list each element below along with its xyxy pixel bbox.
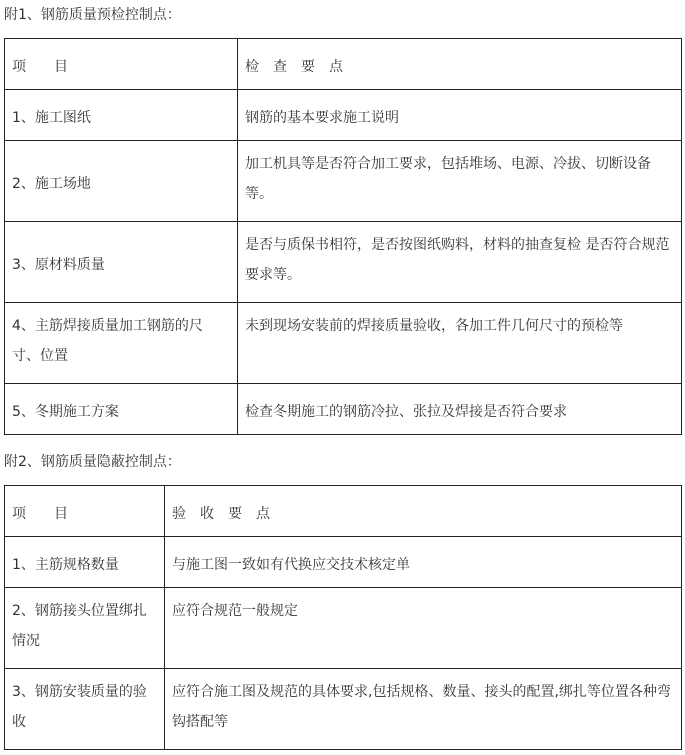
section-2-caption: 附2、钢筋质量隐蔽控制点： — [4, 454, 181, 470]
header-points-label: 检 查 要 点 — [245, 59, 343, 75]
points-cell: 钢筋的基本要求施工说明 — [238, 90, 682, 141]
points-cell: 与施工图一致如有代换应交技术核定单 — [165, 537, 682, 588]
item-cell: 3、原材料质量 — [5, 222, 238, 303]
header-item-cell — [5, 39, 238, 90]
header-points-cell — [165, 486, 682, 537]
item-cell: 3、钢筋安装质量的验收 — [5, 669, 165, 750]
table-row — [5, 669, 682, 750]
points-cell: 加工机具等是否符合加工要求，包括堆场、电源、冷拔、切断设备等。 — [238, 141, 682, 222]
table-row — [5, 384, 682, 435]
item-cell: 2、钢筋接头位置绑扎情况 — [5, 588, 165, 669]
table-header-row — [5, 39, 682, 90]
item-cell: 1、主筋规格数量 — [5, 537, 165, 588]
table-row — [5, 90, 682, 141]
points-cell: 检查冬期施工的钢筋冷拉、张拉及焊接是否符合要求 — [238, 384, 682, 435]
table-row — [5, 537, 682, 588]
table-row — [5, 588, 682, 669]
header-item-label: 项 目 — [12, 506, 68, 522]
item-cell: 1、施工图纸 — [5, 90, 238, 141]
header-points-label: 验 收 要 点 — [172, 506, 270, 522]
header-points-cell — [238, 39, 682, 90]
header-item-label: 项 目 — [12, 59, 68, 75]
points-cell: 应符合施工图及规范的具体要求,包括规格、数量、接头的配置,绑扎等位置各种弯钩搭配等 — [165, 669, 682, 750]
table-header-row — [5, 486, 682, 537]
item-cell: 2、施工场地 — [5, 141, 238, 222]
item-cell: 5、冬期施工方案 — [5, 384, 238, 435]
item-cell: 4、主筋焊接质量加工钢筋的尺寸、位置 — [5, 303, 238, 384]
points-cell: 未到现场安装前的焊接质量验收，各加工件几何尺寸的预检等 — [238, 303, 682, 384]
concealed-control-table — [4, 485, 682, 750]
points-cell: 是否与质保书相符，是否按图纸购料，材料的抽查复检 是否符合规范要求等。 — [238, 222, 682, 303]
table-row — [5, 141, 682, 222]
table-row — [5, 303, 682, 384]
section-1-caption: 附1、钢筋质量预检控制点： — [4, 7, 181, 23]
points-cell: 应符合规范一般规定 — [165, 588, 682, 669]
precheck-control-table — [4, 38, 682, 435]
header-item-cell — [5, 486, 165, 537]
table-row — [5, 222, 682, 303]
